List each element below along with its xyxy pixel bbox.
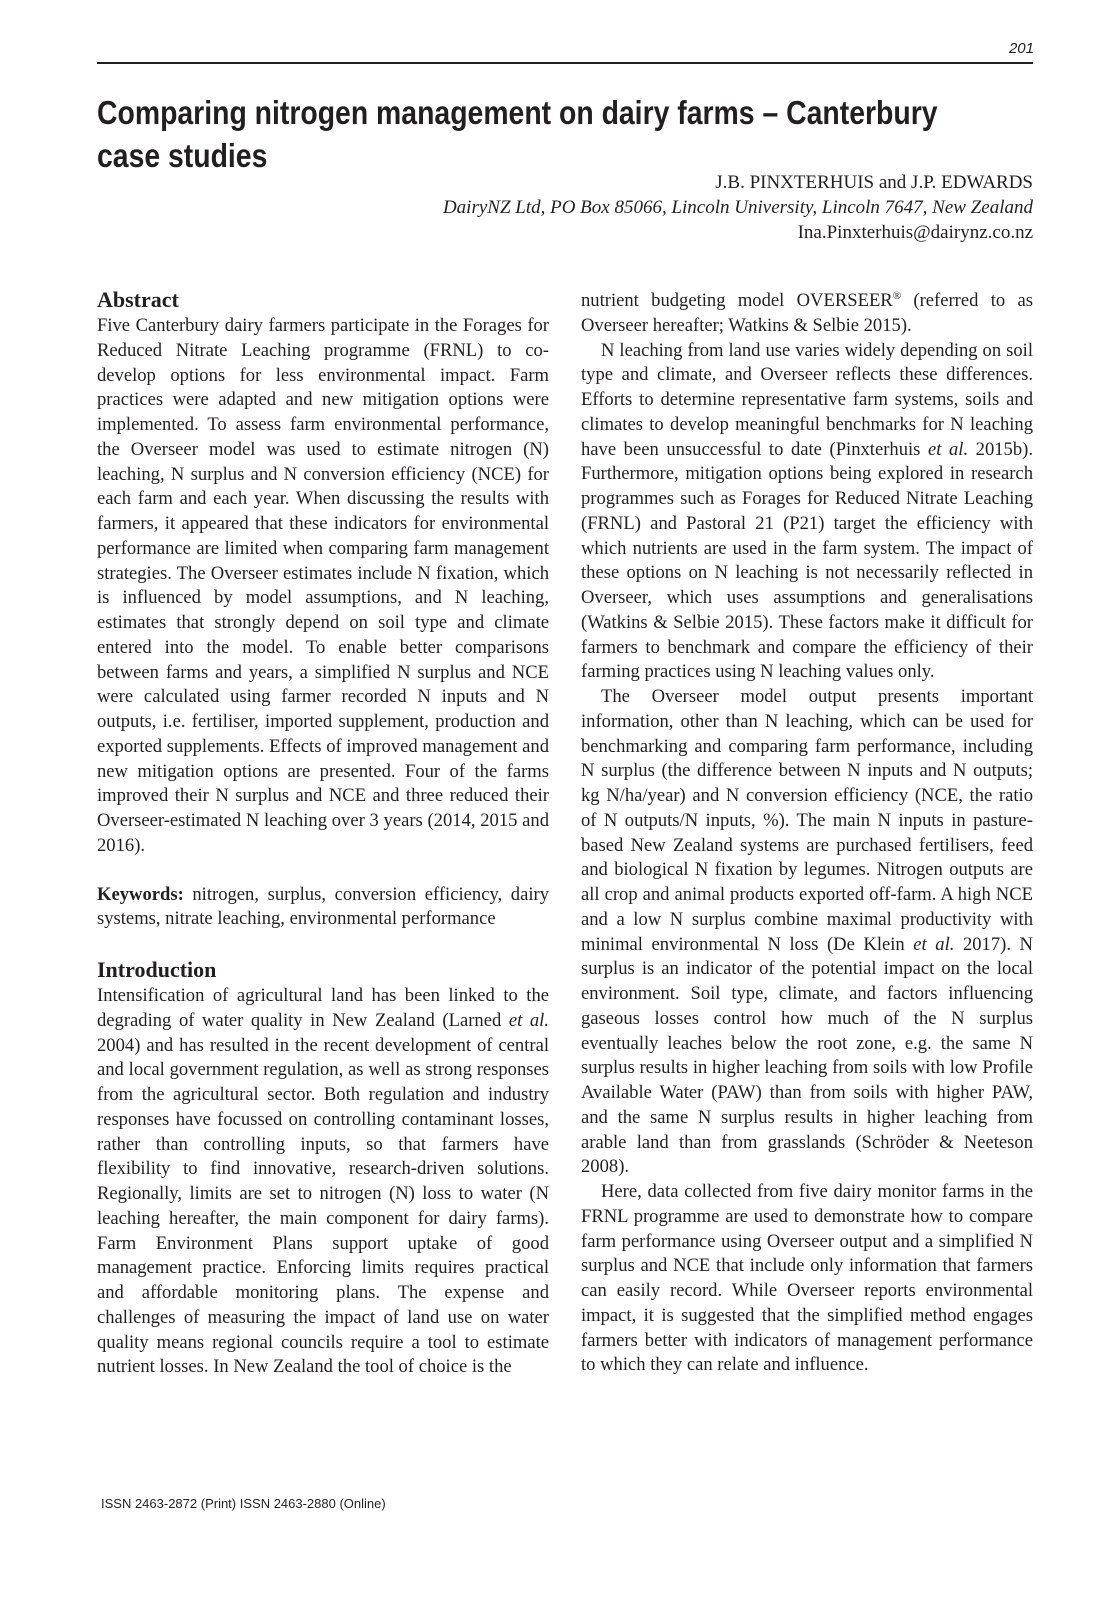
page-number: 201 bbox=[1008, 40, 1034, 57]
intro-p2-text-a: N leaching from land use varies widely depending on soil type and climate, and Overseer reflects these differences. Efforts to determine representative farm systems, soils and climates to develop meaningful benchmarks for N leaching have been unsuccessful to date (Pinxterhuis bbox=[581, 339, 1033, 460]
intro-paragraph-1 bbox=[97, 984, 549, 1380]
issn-footer: ISSN 2463-2872 (Print) ISSN 2463-2880 (Online) bbox=[101, 1496, 386, 1511]
intro-p3-etal: et al. bbox=[913, 933, 955, 955]
abstract-heading: Abstract bbox=[97, 287, 179, 312]
paper-title bbox=[97, 91, 938, 177]
introduction-heading: Introduction bbox=[97, 957, 217, 982]
keywords-label: Keywords: bbox=[97, 883, 184, 905]
title-line-1: Comparing nitrogen management on dairy farms – Canterbury bbox=[97, 94, 938, 131]
keywords-text: nitrogen, surplus, conversion efficiency, dairy systems, nitrate leaching, environmental performance bbox=[97, 883, 549, 930]
left-column bbox=[97, 286, 549, 1380]
abstract-text: Five Canterbury dairy farmers participate in the Forages for Reduced Nitrate Leaching programme (FRNL) to co-develop options for less environmental impact. Farm practices were adapted and new mitigation options were implemented. To assess farm environmental performance, the Overseer model was used to estimate nitrogen (N) leaching, N surplus and N conversion efficiency (NCE) for each farm and each year. When discussing the results with farmers, it appeared that these indicators for environmental performance are limited when comparing farm management strategies. The Overseer estimates include N fixation, which is influenced by model assumptions, and N leaching, estimates that strongly depend on soil type and climate entered into the model. To enable better comparisons between farms and years, a simplified N surplus and NCE were calculated using farmer recorded N inputs and N outputs, i.e. fertiliser, imported supplement, production and exported supplements. Effects of improved management and new mitigation options are presented. Four of the farms improved their N surplus and NCE and three reduced their Overseer-estimated N leaching over 3 years (2014, 2015 and 2016). bbox=[97, 315, 549, 856]
author-names: J.B. PINXTERHUIS and J.P. EDWARDS bbox=[715, 172, 1033, 193]
intro-paragraph-3 bbox=[581, 685, 1033, 1180]
intro-p2-text-b: 2015b). Furthermore, mitigation options being explored in research programmes such as Forages for Reduced Nitrate Leaching (FRNL) and Pastoral 21 (P21) target the efficiency with which nutrients are used in the farm system. The impact of these options on N leaching is not necessarily reflected in Overseer, which uses assumptions and generalisations (Watkins & Selbie 2015). These factors make it difficult for farmers to benchmark and compare the efficiency of their farming practices using N leaching values only. bbox=[581, 438, 1033, 683]
intro-p3-text-b: 2017). N surplus is an indicator of the potential impact on the local environment. Soil type, climate, and factors influencing gaseous losses control how much of the N surplus eventually leaches below the root zone, e.g. the same N surplus results in higher leaching from soils with low Profile Available Water (PAW) than from soils with higher PAW, and the same N surplus results in higher leaching from arable land than from grasslands (Schröder & Neeteson 2008). bbox=[581, 933, 1033, 1178]
title-line-2: case studies bbox=[97, 137, 268, 174]
author-affiliation: DairyNZ Ltd, PO Box 85066, Lincoln University, Lincoln 7647, New Zealand bbox=[442, 197, 1033, 218]
intro-paragraph-2 bbox=[581, 339, 1033, 686]
author-block bbox=[443, 170, 1033, 245]
registered-mark: ® bbox=[892, 289, 902, 302]
intro-p3-text-a: The Overseer model output presents important information, other than N leaching, which can be used for benchmarking and comparing farm performance, including N surplus (the difference between N inputs and N outputs; kg N/ha/year) and N conversion efficiency (NCE, the ratio of N outputs/N inputs, %). The main N inputs in pasture-based New Zealand systems are purchased fertilisers, feed and biological N fixation by legumes. Nitrogen outputs are all crop and animal products exported off-farm. A high NCE and a low N surplus combine maximal productivity with minimal environmental N loss (De Klein bbox=[581, 686, 1033, 955]
intro-p1-text-b: 2004) and has resulted in the recent development of central and local government regulation, as well as strong responses from the agricultural sector. Both regulation and industry responses have focussed on controlling contaminant losses, rather than controlling inputs, so that farmers have flexibility to find innovative, research-driven solutions. Regionally, limits are set to nitrogen (N) loss to water (N leaching hereafter, the main component for dairy farms). Farm Environment Plans support uptake of good management practice. Enforcing limits requires practical and affordable monitoring plans. The expense and challenges of measuring the impact of land use on water quality means regional councils require a tool to estimate nutrient losses. In New Zealand the tool of choice is the bbox=[97, 1034, 549, 1378]
header-rule bbox=[97, 62, 1033, 64]
keywords bbox=[97, 883, 549, 933]
intro-p2-etal: et al. bbox=[927, 438, 969, 460]
right-column bbox=[581, 289, 1033, 1378]
author-email: Ina.Pinxterhuis@dairynz.co.nz bbox=[797, 222, 1033, 243]
intro-p1-cont-a: nutrient budgeting model OVERSEER bbox=[581, 290, 893, 311]
intro-paragraph-4: Here, data collected from five dairy monitor farms in the FRNL programme are used to demonstrate how to compare farm performance using Overseer output and a simplified N surplus and NCE that include only information that farmers can easily record. While Overseer reports environmental impact, it is suggested that the simplified method engages farmers better with indicators of management performance to which they can relate and influence. bbox=[581, 1181, 1033, 1376]
intro-p1-cont-b: (referred to as Overseer hereafter; Watkins & Selbie 2015). bbox=[581, 290, 1033, 336]
intro-paragraph-1-continued bbox=[581, 289, 1033, 339]
intro-p1-etal: et al. bbox=[508, 1009, 549, 1031]
intro-p1-text-a: Intensification of agricultural land has been linked to the degrading of water quality in New Zealand (Larned bbox=[97, 985, 549, 1031]
